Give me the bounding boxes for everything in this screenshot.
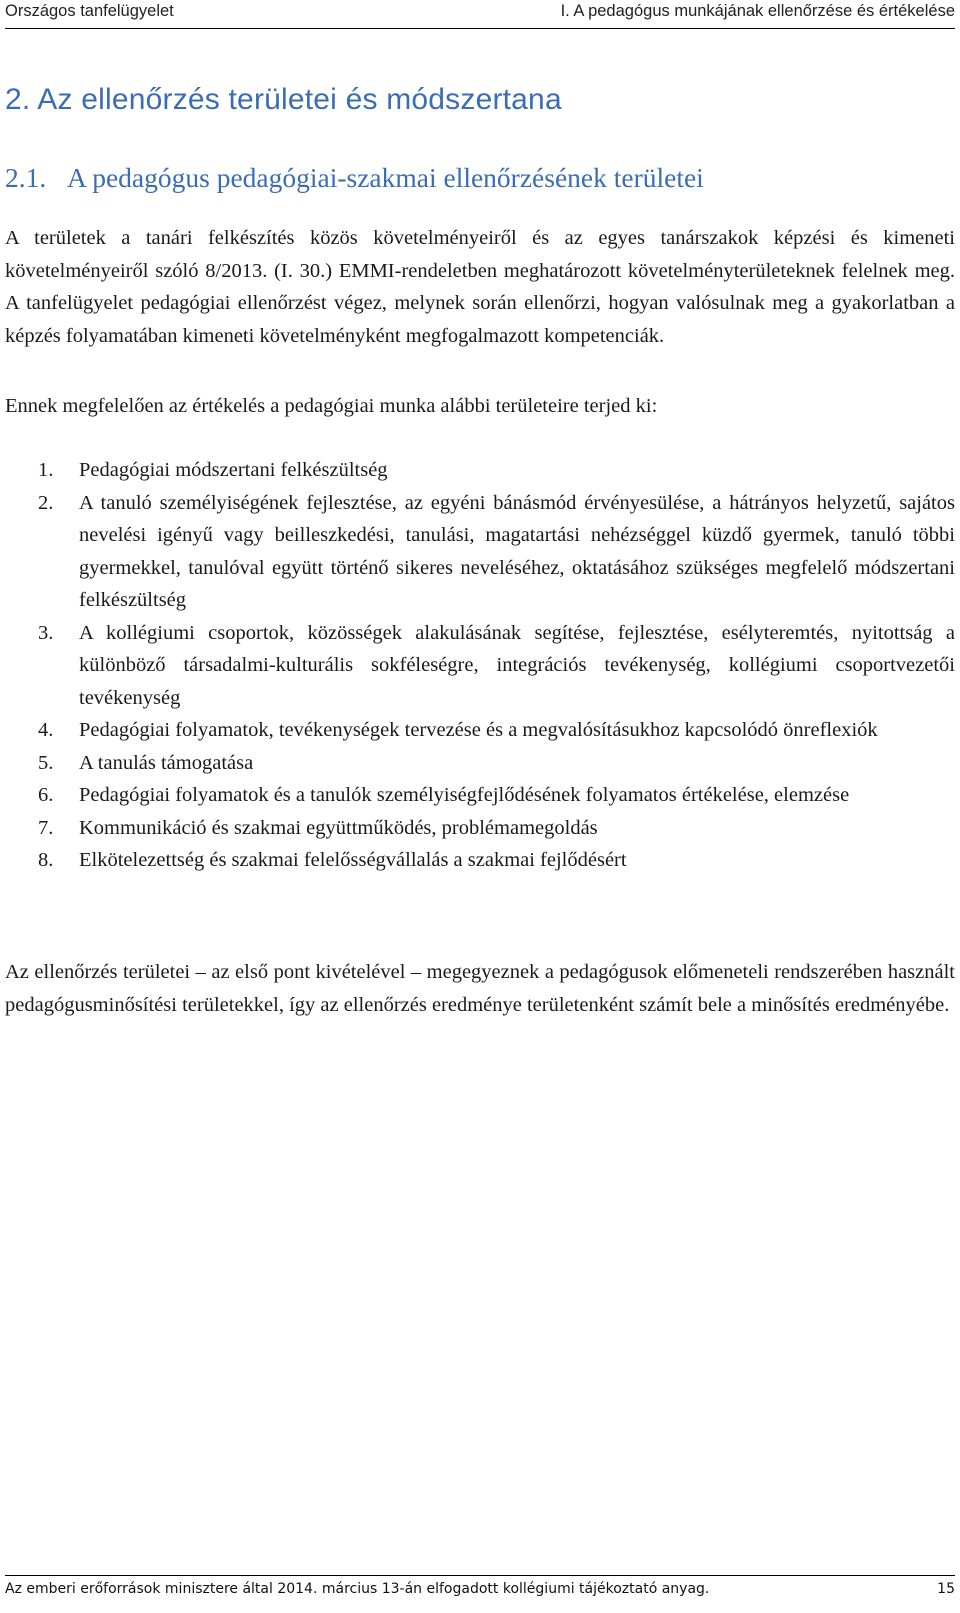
evaluation-areas-list	[5, 454, 955, 877]
list-item-number: 8.	[38, 849, 54, 871]
list-item-text: A tanuló személyiségének fejlesztése, az egyéni bánásmód érvényesülése, a hátrányos helyzetű, sajátos nevelési igényű vagy beilleszkedési, tanulási, magatartási nehézséggel küzdő gyermek, tanuló többi gyermekkel, tanulóval együtt történő sikeres neveléséhez, oktatásához szükséges megfelelő módszertani felkészültség	[79, 491, 955, 611]
subsection-number: 2.1.	[5, 162, 47, 193]
list-item-text: Pedagógiai módszertani felkészültség	[79, 459, 388, 481]
list-item	[5, 812, 955, 845]
list-item	[5, 617, 955, 715]
list-item	[5, 454, 955, 487]
list-item	[5, 714, 955, 747]
list-item-text: Pedagógiai folyamatok, tevékenységek tervezése és a megvalósításukhoz kapcsolódó önreflexiók	[79, 719, 878, 741]
list-item-text: Elkötelezettség és szakmai felelősségvállalás a szakmai fejlődésért	[79, 849, 627, 871]
intro-paragraph: A területek a tanári felkészítés közös követelményeiről és az egyes tanárszakok képzési és kimeneti követelményeiről szóló 8/2013. (I. 30.) EMMI-rendeletben meghatározott követelményterületeknek felelnek meg. A tanfelügyelet pedagógiai ellenőrzést végez, melynek során ellenőrzi, hogyan valósulnak meg a gyakorlatban a képzés folyamatában kimeneti követelményként megfogalmazott kompetenciák.	[5, 227, 955, 347]
list-item-number: 7.	[38, 816, 54, 839]
page-number: 15	[937, 1581, 955, 1597]
list-item-text: Pedagógiai folyamatok és a tanulók személyiségfejlődésének folyamatos értékelése, elemzése	[79, 784, 850, 806]
list-item-text: A tanulás támogatása	[79, 751, 254, 774]
list-item	[5, 844, 955, 877]
list-item	[5, 487, 955, 617]
list-item-number: 5.	[38, 751, 54, 774]
footer-text: Az emberi erőforrások minisztere által 2014. március 13-án elfogadott kollégiumi tájékoztató anyag.	[5, 1581, 710, 1597]
header-right-text: I. A pedagógus munkájának ellenőrzése és értékelése	[560, 2, 955, 20]
list-item	[5, 779, 955, 812]
lead-paragraph: Ennek megfelelően az értékelés a pedagógiai munka alábbi területeire terjed ki:	[5, 395, 658, 417]
list-item-number: 3.	[38, 621, 54, 644]
subsection-heading	[5, 162, 704, 194]
list-item-number: 4.	[38, 719, 54, 741]
page-footer	[5, 1575, 955, 1606]
subsection-title: A pedagógus pedagógiai-szakmai ellenőrzésének területei	[67, 162, 704, 193]
page-header	[5, 0, 955, 29]
list-item-text: Kommunikáció és szakmai együttműködés, problémamegoldás	[79, 816, 598, 839]
section-title: 2. Az ellenőrzés területei és módszertana	[5, 83, 562, 116]
header-left-text: Országos tanfelügyelet	[5, 2, 174, 20]
closing-paragraph: Az ellenőrzés területei – az első pont kivételével – megegyeznek a pedagógusok előmeneteli rendszerében használt pedagógusminősítési területekkel, így az ellenőrzés eredménye területenként számít bele a minősítés eredményébe.	[5, 961, 955, 1016]
list-item	[5, 747, 955, 780]
list-item-number: 1.	[38, 459, 54, 481]
list-item-number: 2.	[38, 491, 54, 514]
list-item-number: 6.	[38, 784, 54, 806]
list-item-text: A kollégiumi csoportok, közösségek alakulásának segítése, fejlesztése, esélyteremtés, nyitottság a különböző társadalmi-kulturális sokféleségre, integrációs tevékenység, kollégiumi csoportvezetői tevékenység	[79, 621, 955, 709]
